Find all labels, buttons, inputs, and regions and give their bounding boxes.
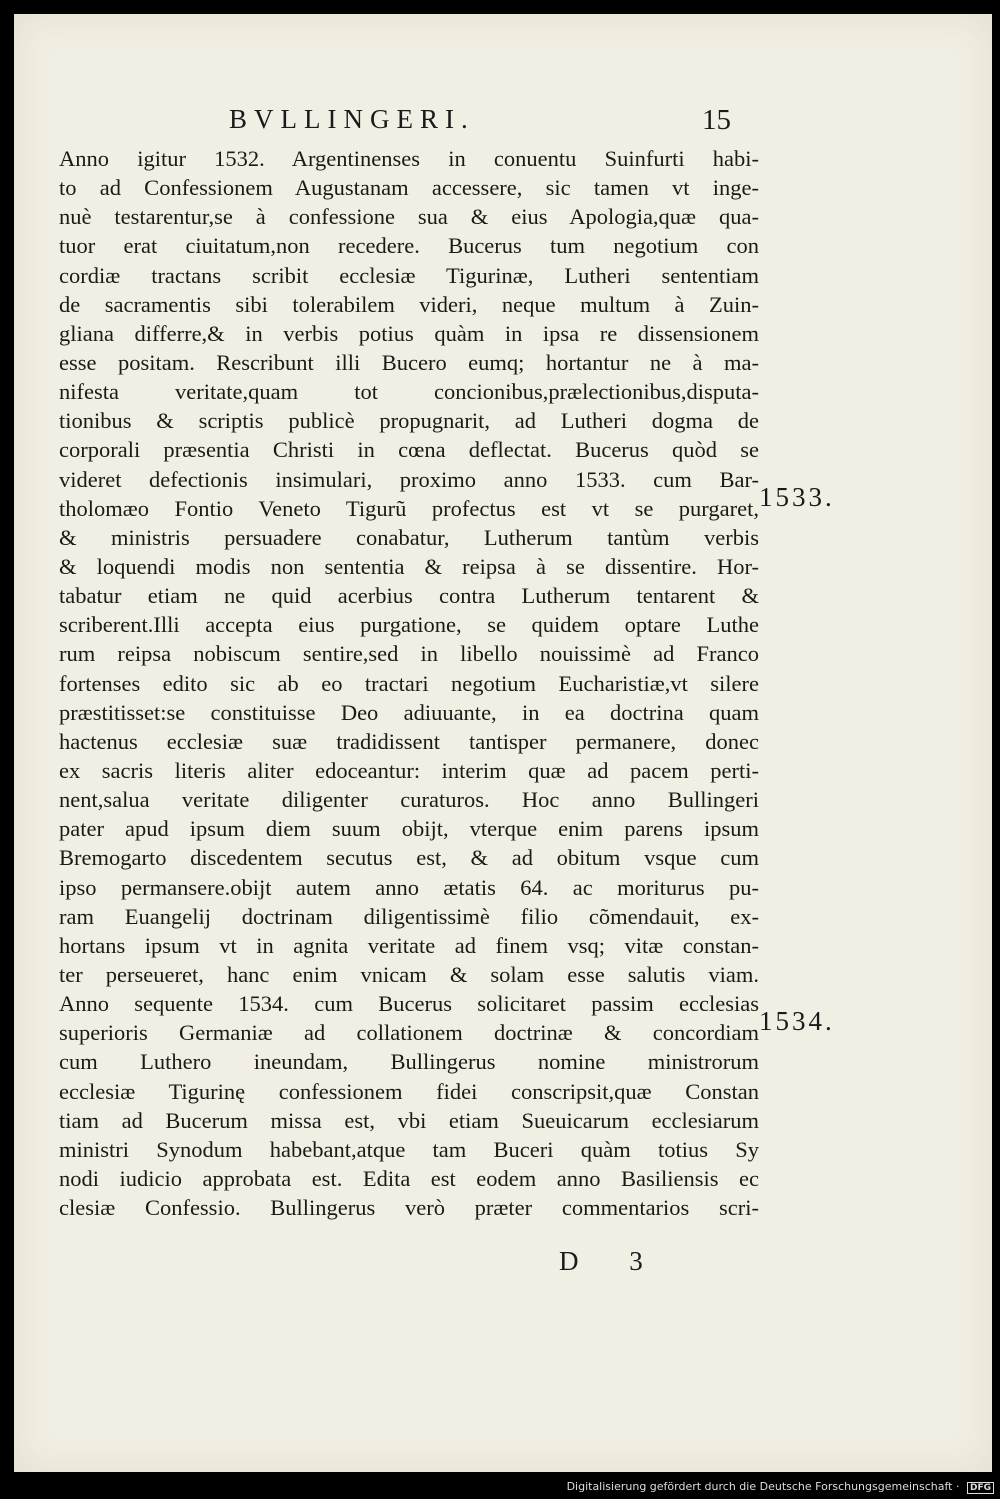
text-line: Bremogarto discedentem secutus est, & ad obitum vsque cum: [59, 845, 759, 871]
text-line: ter perseueret, hanc enim vnicam & solam esse salutis viam.: [59, 961, 759, 987]
text-line: ministri Synodum habebant,atque tam Buceri quàm totius Sy: [59, 1136, 759, 1162]
text-line: superioris Germaniæ ad collationem doctrinæ & concordiam: [59, 1020, 759, 1046]
text-line: corporali præsentia Christi in cœna deflectat. Bucerus quòd se: [59, 437, 759, 463]
text-line: clesiæ Confessio. Bullingerus verò præter commentarios scri-: [59, 1195, 759, 1221]
text-line: pater apud ipsum diem suum obijt, vterque enim parens ipsum: [59, 816, 759, 842]
text-line: nent,salua veritate diligenter curaturos. Hoc anno Bullingeri: [59, 787, 759, 813]
margin-year-note: 1534.: [759, 1006, 835, 1036]
text-line: fortenses edito sic ab eo tractari negotium Eucharistiæ,vt silere: [59, 670, 759, 696]
text-line: videret defectionis insimulari, proximo anno 1533. cum Bar-: [59, 466, 759, 492]
margin-year-note: 1533.: [759, 482, 835, 512]
text-line: tuor erat ciuitatum,non recedere. Bucerus tum negotium con: [59, 233, 759, 259]
text-line: nifesta veritate,quam tot concionibus,prælectionibus,disputa-: [59, 379, 759, 405]
text-line: cum Luthero ineundam, Bullingerus nomine ministrorum: [59, 1049, 759, 1075]
text-line: Anno sequente 1534. cum Bucerus solicitaret passim ecclesias: [59, 991, 759, 1017]
text-line: gliana differre,& in verbis potius quàm in ipsa re dissensionem: [59, 320, 759, 346]
running-title: BVLLINGERI.: [229, 104, 475, 134]
text-line: tiam ad Bucerum missa est, vbi etiam Sueuicarum ecclesiarum: [59, 1107, 759, 1133]
text-line: to ad Confessionem Augustanam accessere, sic tamen vt inge-: [59, 175, 759, 201]
text-line: ipso permansere.obijt autem anno ætatis 64. ac moriturus pu-: [59, 874, 759, 900]
text-line: & loquendi modis non sententia & reipsa à se dissentire. Hor-: [59, 553, 759, 579]
text-line: esse positam. Rescribunt illi Bucero eumq; hortantur ne à ma-: [59, 349, 759, 375]
text-line: præstitisset:se constituisse Deo adiuuante, in ea doctrina quam: [59, 699, 759, 725]
text-line: tabatur etiam ne quid acerbius contra Lutherum tentarent &: [59, 583, 759, 609]
text-line: tionibus & scriptis publicè propugnarit, ad Lutheri dogma de: [59, 408, 759, 434]
text-line: ecclesiæ Tigurinę confessionem fidei conscripsit,quæ Constan: [59, 1078, 759, 1104]
text-line: rum reipsa nobiscum sentire,sed in libello nouissimè ad Franco: [59, 641, 759, 667]
text-line: & ministris persuadere conabatur, Lutherum tantùm verbis: [59, 524, 759, 550]
page-header: [14, 104, 992, 144]
text-line: Anno igitur 1532. Argentinenses in conuentu Suinfurti habi-: [59, 146, 759, 171]
text-line: scriberent.Illi accepta eius purgatione, se quidem optare Luthe: [59, 612, 759, 638]
text-line: ram Euangelij doctrinam diligentissimè filio cõmendauit, ex-: [59, 903, 759, 929]
page-number: 15: [702, 104, 731, 136]
text-line: hortans ipsum vt in agnita veritate ad finem vsq; vitæ constan-: [59, 932, 759, 958]
text-line: nodi iudicio approbata est. Edita est eodem anno Basiliensis ec: [59, 1165, 759, 1191]
text-line: cordiæ tractans scribit ecclesiæ Tigurinæ, Lutheri sententiam: [59, 262, 759, 288]
book-page: [14, 14, 992, 1472]
body-text: [59, 144, 759, 1222]
dfg-logo: DFG: [967, 1482, 994, 1494]
text-line: ex sacris literis aliter edoceantur: interim quæ ad pacem perti-: [59, 757, 759, 783]
text-line: nuè testarentur,se à confessione sua & eius Apologia,quæ qua-: [59, 204, 759, 230]
text-line: de sacramentis sibi tolerabilem videri, neque multum à Zuin-: [59, 291, 759, 317]
text-line: tholomæo Fontio Veneto Tigurũ profectus est vt se purgaret,: [59, 495, 759, 521]
credit-text: Digitalisierung gefördert durch die Deutsche Forschungsgemeinschaft ·: [566, 1480, 960, 1493]
digitization-credit: [567, 1480, 994, 1494]
text-line: hactenus ecclesiæ suæ tradidissent tantisper permanere, donec: [59, 728, 759, 754]
signature-mark: D 3: [559, 1246, 665, 1276]
